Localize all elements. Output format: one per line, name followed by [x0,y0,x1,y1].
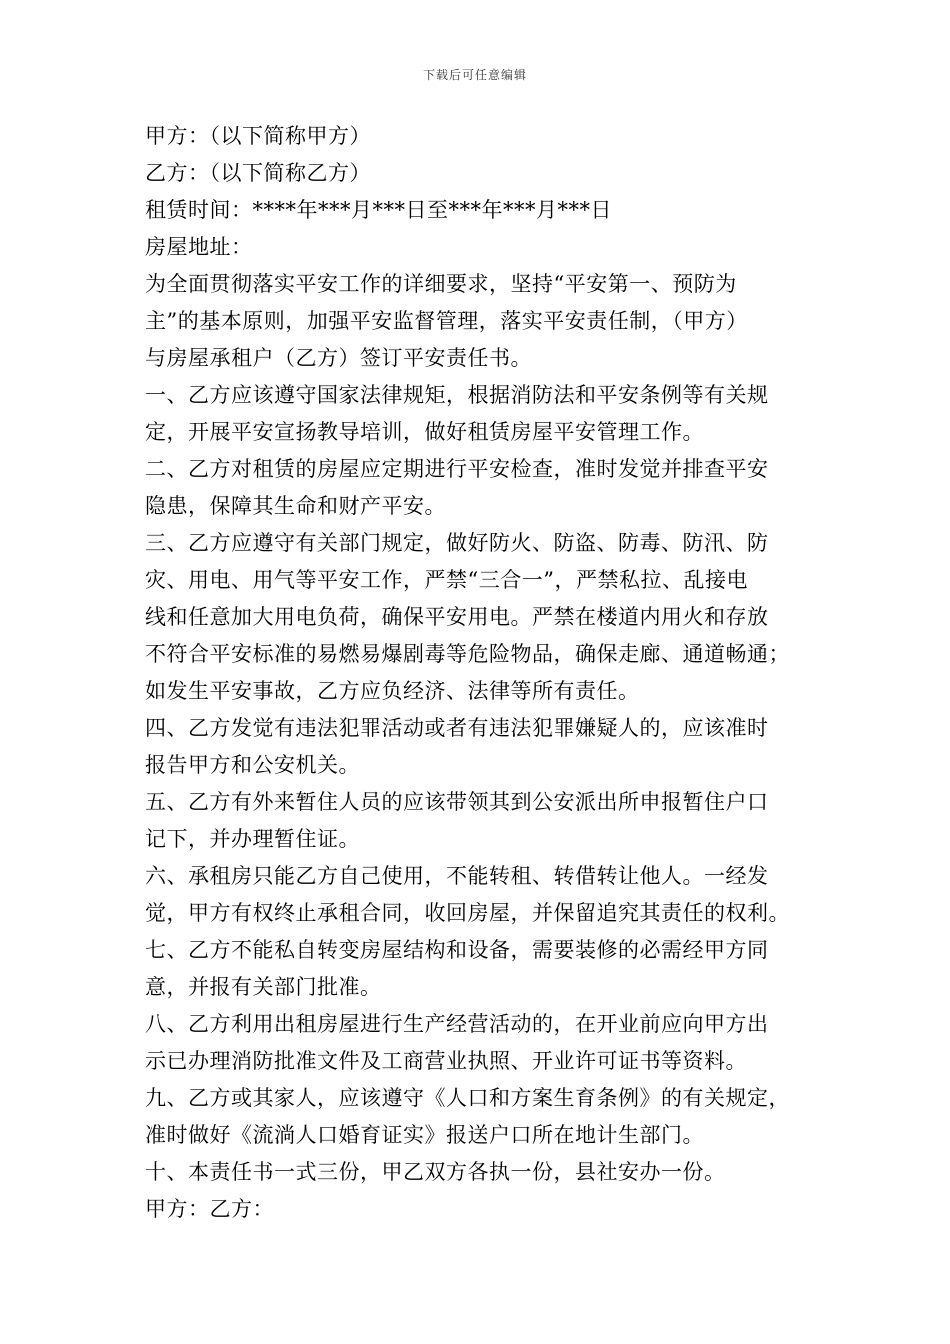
intro-line-3: 与房屋承租户（乙方）签订平安责任书。 [145,346,532,370]
header-note: 下载后可任意编辑 [422,68,527,82]
clause-3-line-1: 三、乙方应遵守有关部门规定，做好防火、防盗、防毒、防汛、防 [145,531,769,555]
document-body [145,118,815,1228]
intro-line-2: 主”的基本原则，加强平安监督管理，落实平安责任制，（甲方） [145,309,748,333]
lease-period-line: 租赁时间：****年***月***日至***年***月***日 [145,198,612,222]
clause-2-line-1: 二、乙方对租赁的房屋应定期进行平安检查，准时发觉并排查平安 [145,457,769,481]
clause-2-line-2: 隐患，保障其生命和财产平安。 [145,494,446,518]
clause-5-line-2: 记下，并办理暂住证。 [145,827,360,851]
clause-6-line-2: 觉，甲方有权终止承租合同，收回房屋，并保留追究其责任的权利。 [145,901,790,925]
clause-3-line-3: 线和任意加大用电负荷，确保平安用电。严禁在楼道内用火和存放 [145,605,769,629]
signature-line: 甲方：乙方： [145,1197,274,1221]
clause-1-line-2: 定，开展平安宣扬教导培训，做好租赁房屋平安管理工作。 [145,420,704,444]
clause-7-line-2: 意，并报有关部门批准。 [145,975,382,999]
clause-7-line-1: 七、乙方不能私自转变房屋结构和设备，需要装修的必需经甲方同 [145,938,769,962]
clause-8-line-1: 八、乙方利用出租房屋进行生产经营活动的，在开业前应向甲方出 [145,1012,769,1036]
clause-1-line-1: 一、乙方应该遵守国家法律规矩，根据消防法和平安条例等有关规 [145,383,769,407]
clause-6-line-1: 六、承租房只能乙方自己使用，不能转租、转借转让他人。一经发 [145,864,769,888]
clause-8-line-2: 示已办理消防批准文件及工商营业执照、开业许可证书等资料。 [145,1049,747,1073]
clause-3-line-4: 不符合平安标准的易燃易爆剧毒等危险物品，确保走廊、通道畅通； [145,642,790,666]
clause-10-line-1: 十、本责任书一式三份，甲乙双方各执一份，县社安办一份。 [145,1160,726,1184]
clause-3-line-5: 如发生平安事故，乙方应负经济、法律等所有责任。 [145,679,640,703]
address-line: 房屋地址： [145,235,253,259]
party-b-line: 乙方：（以下简称乙方） [145,161,371,185]
clause-4-line-1: 四、乙方发觉有违法犯罪活动或者有违法犯罪嫌疑人的，应该准时 [145,716,769,740]
clause-5-line-1: 五、乙方有外来暂住人员的应该带领其到公安派出所申报暂住户口 [145,790,769,814]
party-a-line: 甲方：（以下简称甲方） [145,124,371,148]
intro-line-1: 为全面贯彻落实平安工作的详细要求，坚持“平安第一、预防为 [145,272,737,296]
clause-3-line-2: 灾、用电、用气等平安工作，严禁“三合一”，严禁私拉、乱接电 [145,568,748,592]
clause-4-line-2: 报告甲方和公安机关。 [145,753,360,777]
clause-9-line-1: 九、乙方或其家人，应该遵守《人口和方案生育条例》的有关规定， [145,1086,790,1110]
clause-9-line-2: 准时做好《流淌人口婚育证实》报送户口所在地计生部门。 [145,1123,704,1147]
